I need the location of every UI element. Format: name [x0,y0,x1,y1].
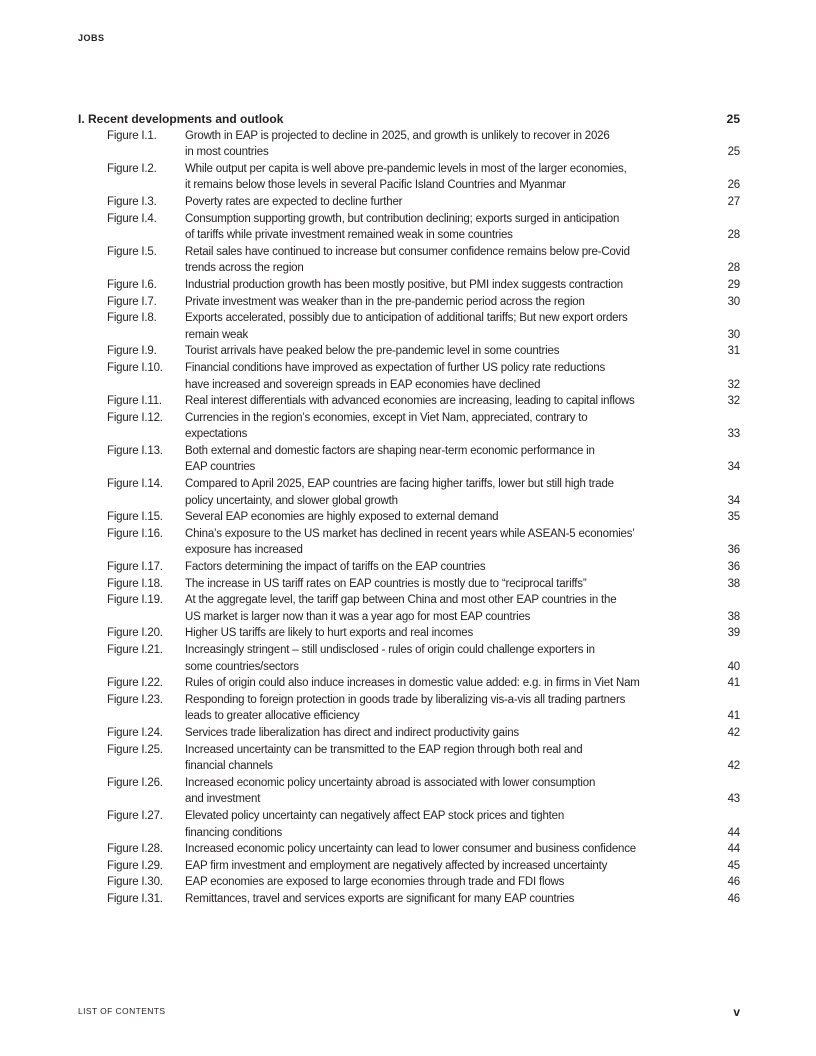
figure-page-number: 44 [727,826,740,839]
toc-entry[interactable] [78,891,740,908]
running-head: JOBS [78,33,105,43]
figure-page-number: 34 [727,461,740,474]
toc-entry[interactable] [78,858,740,875]
figure-title [185,592,712,625]
figure-label: Figure I.8. [107,312,157,325]
figure-page-number: 30 [727,328,740,341]
figure-page-number: 25 [727,146,740,159]
figure-title-line: Poverty rates are expected to decline further [185,195,403,208]
figure-page-number: 35 [727,511,740,524]
figure-page-number: 28 [727,262,740,275]
figure-title [185,509,712,526]
figure-title-line: Responding to foreign protection in goods trade by liberalizing vis-a-vis all trading partners [185,693,626,706]
figure-label: Figure I.6. [107,278,157,291]
figure-label: Figure I.25. [107,743,163,756]
figure-title [185,576,712,593]
figure-page-number: 32 [727,378,740,391]
figure-label: Figure I.4. [107,212,157,225]
toc-entry[interactable] [78,393,740,410]
figure-title [185,360,712,393]
figure-title-line: Rules of origin could also induce increases in domestic value added: e.g. in firms in Viet Nam [185,677,640,690]
figure-title [185,128,712,161]
figure-list [78,128,740,908]
figure-title-line: Financial conditions have improved as expectation of further US policy rate reductions [185,361,606,374]
figure-title-line: in most countries [185,146,269,159]
figure-page-number: 31 [727,345,740,358]
toc-entry[interactable] [78,211,740,244]
figure-title [185,725,712,742]
toc-entry[interactable] [78,128,740,161]
figure-page-number: 38 [727,610,740,623]
figure-title-line: financing conditions [185,826,283,839]
figure-title-line: Private investment was weaker than in the pre-pandemic period across the region [185,295,585,308]
toc-entry[interactable] [78,509,740,526]
toc-entry[interactable] [78,675,740,692]
figure-title [185,161,712,194]
figure-label: Figure I.9. [107,345,157,358]
figure-title [185,294,712,311]
figure-label: Figure I.7. [107,295,157,308]
figure-title-line: Compared to April 2025, EAP countries are facing higher tariffs, lower but still high trade [185,478,614,491]
section-page-number: 25 [726,112,740,126]
figure-title-line: Increased uncertainty can be transmitted to the EAP region through both real and [185,743,583,756]
figure-title-line: Remittances, travel and services exports are significant for many EAP countries [185,892,575,905]
figure-title-line: Real interest differentials with advanced economies are increasing, leading to capital inflows [185,395,635,408]
figure-title-line: Increased economic policy uncertainty abroad is associated with lower consumption [185,776,596,789]
figure-title [185,775,712,808]
figure-title [185,211,712,244]
figure-label: Figure I.10. [107,361,163,374]
figure-label: Figure I.31. [107,892,163,905]
footer-page-number: v [733,1005,740,1019]
figure-title-line: Both external and domestic factors are shaping near-term economic performance in [185,444,595,457]
figure-title-line: trends across the region [185,262,304,275]
figure-title [185,559,712,576]
toc-entry[interactable] [78,360,740,393]
figure-page-number: 45 [727,859,740,872]
toc-entry[interactable] [78,194,740,211]
figure-label: Figure I.29. [107,859,163,872]
figure-title [185,526,712,559]
figure-title [185,244,712,277]
figure-title-line: China’s exposure to the US market has declined in recent years while ASEAN-5 economies’ [185,527,635,540]
toc-entry[interactable] [78,343,740,360]
figure-page-number: 40 [727,660,740,673]
figure-title-line: Several EAP economies are highly exposed to external demand [185,511,499,524]
figure-label: Figure I.24. [107,726,163,739]
figure-title [185,310,712,343]
toc-entry[interactable] [78,874,740,891]
figure-title-line: Factors determining the impact of tariffs on the EAP countries [185,561,486,574]
figure-title-line: While output per capita is well above pre-pandemic levels in most of the larger economies, [185,162,627,175]
figure-title [185,808,712,841]
toc-entry[interactable] [78,642,740,675]
figure-title-line: Increased economic policy uncertainty can lead to lower consumer and business confidence [185,843,636,856]
figure-label: Figure I.26. [107,776,163,789]
figure-page-number: 36 [727,544,740,557]
toc-entry[interactable] [78,692,740,725]
figure-label: Figure I.2. [107,162,157,175]
footer-label: LIST OF CONTENTS [78,1006,166,1016]
figure-label: Figure I.17. [107,561,163,574]
figure-label: Figure I.11. [107,395,162,408]
toc-entry[interactable] [78,161,740,194]
toc-entry[interactable] [78,775,740,808]
figure-title-line: Elevated policy uncertainty can negatively affect EAP stock prices and tighten [185,809,565,822]
figure-title-line: Services trade liberalization has direct and indirect productivity gains [185,726,519,739]
toc-entry[interactable] [78,576,740,593]
figure-title-line: US market is larger now than it was a year ago for most EAP countries [185,610,531,623]
figure-page-number: 41 [727,677,740,690]
figure-label: Figure I.30. [107,876,163,889]
figure-title-line: some countries/sectors [185,660,299,673]
toc-entry[interactable] [78,310,740,343]
figure-label: Figure I.14. [107,478,163,491]
figure-label: Figure I.22. [107,677,163,690]
figure-page-number: 33 [727,428,740,441]
figure-label: Figure I.19. [107,594,163,607]
figure-label: Figure I.15. [107,511,163,524]
figure-label: Figure I.1. [107,129,157,142]
figure-title [185,443,712,476]
figure-title-line: Currencies in the region’s economies, except in Viet Nam, appreciated, contrary to [185,411,588,424]
figure-label: Figure I.3. [107,195,157,208]
figure-title [185,625,712,642]
figure-page-number: 42 [727,760,740,773]
figure-label: Figure I.12. [107,411,163,424]
figure-title-line: remain weak [185,328,248,341]
figure-title-line: exposure has increased [185,544,303,557]
figure-title-line: Tourist arrivals have peaked below the pre-pandemic level in some countries [185,345,560,358]
figure-label: Figure I.16. [107,527,163,540]
toc-entry[interactable] [78,559,740,576]
figure-title [185,675,712,692]
figure-title-line: Retail sales have continued to increase but consumer confidence remains below pre-Covid [185,245,630,258]
toc-entry[interactable] [78,592,740,625]
figure-label: Figure I.20. [107,627,163,640]
toc-entry[interactable] [78,841,740,858]
figure-title-line: Exports accelerated, possibly due to anticipation of additional tariffs; But new export orders [185,312,628,325]
figure-page-number: 42 [727,726,740,739]
figure-title [185,841,712,858]
figure-title-line: Increasingly stringent – still undisclosed - rules of origin could challenge exporters in [185,644,595,656]
figure-label: Figure I.27. [107,809,163,822]
toc-entry[interactable] [78,410,740,443]
figure-label: Figure I.18. [107,577,163,590]
figure-title [185,692,712,725]
figure-title [185,858,712,875]
figure-title [185,476,712,509]
figure-title-line: leads to greater allocative efficiency [185,710,360,723]
toc-entry[interactable] [78,526,740,559]
figure-title-line: policy uncertainty, and slower global growth [185,494,398,507]
figure-title-line: have increased and sovereign spreads in EAP economies have declined [185,378,541,391]
section-heading[interactable] [78,111,740,128]
figure-label: Figure I.13. [107,444,163,457]
figure-page-number: 26 [727,179,740,192]
figure-page-number: 30 [727,295,740,308]
figure-title-line: expectations [185,428,248,441]
figure-title [185,410,712,443]
figure-page-number: 41 [727,710,740,723]
figure-page-number: 29 [727,278,740,291]
figure-label: Figure I.23. [107,693,163,706]
figure-page-number: 36 [727,561,740,574]
section-title: I. Recent developments and outlook [78,112,284,126]
figure-title-line: Higher US tariffs are likely to hurt exports and real incomes [185,627,473,640]
toc-entry[interactable] [78,244,740,277]
figure-title [185,891,712,908]
toc-entry[interactable] [78,725,740,742]
figure-title-line: it remains below those levels in several Pacific Island Countries and Myanmar [185,179,566,192]
figure-page-number: 39 [727,627,740,640]
figure-title-line: Consumption supporting growth, but contribution declining; exports surged in anticipation [185,212,620,225]
toc-entry[interactable] [78,808,740,841]
toc-entry[interactable] [78,476,740,509]
figure-page-number: 38 [727,577,740,590]
figure-page-number: 43 [727,793,740,806]
figure-page-number: 28 [727,229,740,242]
figure-title-line: EAP countries [185,461,256,474]
figure-title-line: At the aggregate level, the tariff gap between China and most other EAP countries in the [185,594,617,607]
figure-title-line: EAP economies are exposed to large economies through trade and FDI flows [185,876,565,889]
figure-page-number: 27 [727,195,740,208]
toc-entry[interactable] [78,277,740,294]
figure-label: Figure I.21. [107,644,163,656]
figure-title-line: and investment [185,793,261,806]
figure-title [185,874,712,891]
toc-entry[interactable] [78,625,740,642]
figure-title [185,642,712,675]
figure-title [185,194,712,211]
toc-entry[interactable] [78,742,740,775]
figure-label: Figure I.5. [107,245,157,258]
figure-title-line: Industrial production growth has been mostly positive, but PMI index suggests contraction [185,278,623,291]
figure-title-line: Growth in EAP is projected to decline in 2025, and growth is unlikely to recover in 2026 [185,129,610,142]
figure-page-number: 32 [727,395,740,408]
figure-title [185,343,712,360]
figure-label: Figure I.28. [107,843,163,856]
figure-title-line: EAP firm investment and employment are negatively affected by increased uncertainty [185,859,608,872]
figure-title-line: The increase in US tariff rates on EAP countries is mostly due to “reciprocal tariffs” [185,577,587,590]
figure-title [185,393,712,410]
table-of-contents [78,111,740,908]
figure-title-line: of tariffs while private investment remained weak in some countries [185,229,513,242]
figure-title [185,277,712,294]
figure-page-number: 46 [727,892,740,905]
figure-title [185,742,712,775]
figure-page-number: 34 [727,494,740,507]
figure-page-number: 46 [727,876,740,889]
toc-entry[interactable] [78,294,740,311]
toc-entry[interactable] [78,443,740,476]
figure-page-number: 44 [727,843,740,856]
figure-title-line: financial channels [185,760,273,773]
